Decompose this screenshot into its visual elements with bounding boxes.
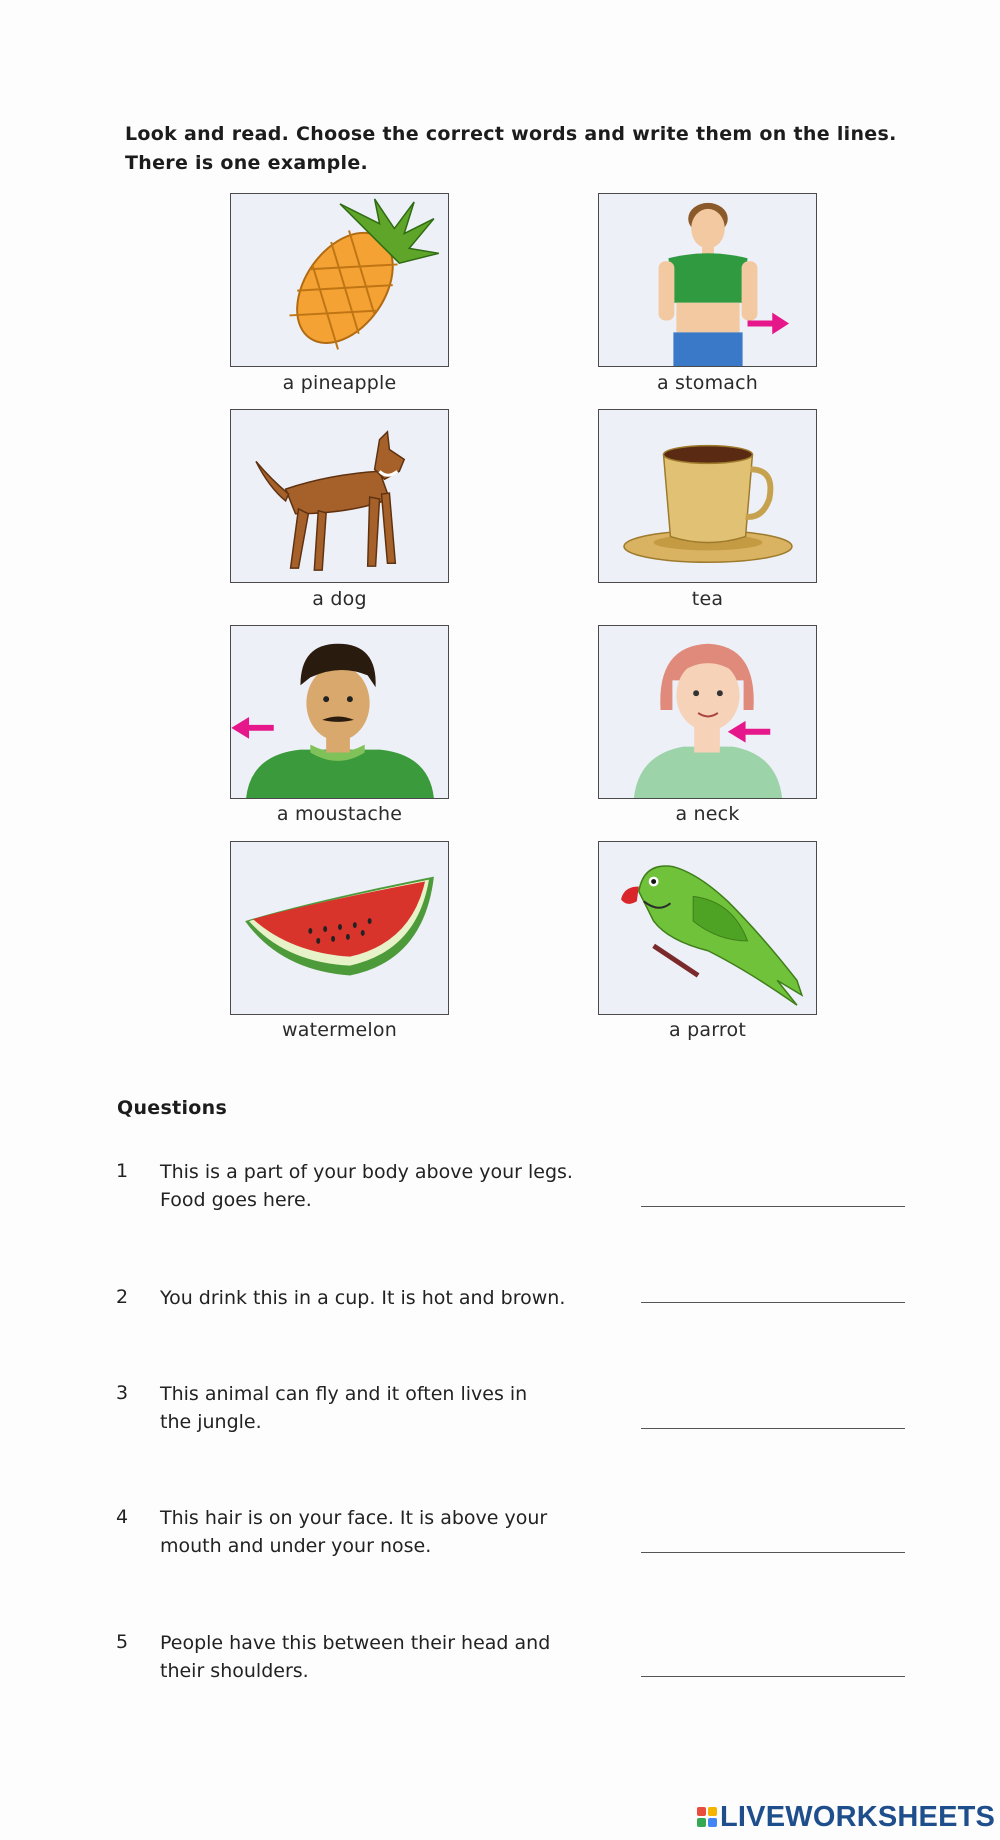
question-text bbox=[160, 1629, 590, 1685]
answer-line[interactable] bbox=[641, 1302, 905, 1303]
question-text-line-2: Food goes here. bbox=[160, 1189, 312, 1211]
question-text bbox=[160, 1380, 590, 1436]
caption-dog: a dog bbox=[312, 588, 367, 610]
logo-text: LIVEWORKSHEETS bbox=[720, 1800, 996, 1833]
moustache-icon bbox=[231, 626, 448, 798]
logo-mark-icon bbox=[697, 1807, 717, 1827]
picture-card-moustache bbox=[230, 625, 449, 799]
question-text-line-2: the jungle. bbox=[160, 1411, 262, 1433]
dog-icon bbox=[231, 410, 448, 582]
caption-parrot: a parrot bbox=[669, 1019, 746, 1041]
neck-icon bbox=[599, 626, 816, 798]
caption-pineapple: a pineapple bbox=[282, 372, 397, 394]
logo-square-icon bbox=[708, 1818, 717, 1827]
question-number: 5 bbox=[116, 1631, 129, 1653]
logo-square-icon bbox=[708, 1807, 717, 1816]
watermelon-icon bbox=[231, 842, 448, 1014]
liveworksheets-logo[interactable] bbox=[697, 1802, 995, 1832]
caption-moustache: a moustache bbox=[276, 803, 403, 825]
picture-card-parrot bbox=[598, 841, 817, 1015]
question-text bbox=[160, 1158, 590, 1214]
question-number: 4 bbox=[116, 1506, 129, 1528]
picture-card-neck bbox=[598, 625, 817, 799]
question-text-line-1: This hair is on your face. It is above your bbox=[160, 1507, 548, 1529]
question-text-line-1: People have this between their head and bbox=[160, 1632, 551, 1654]
picture-card-stomach bbox=[598, 193, 817, 367]
question-text-line-1: This is a part of your body above your legs. bbox=[160, 1161, 573, 1183]
question-text-line-1: This animal can fly and it often lives in bbox=[160, 1383, 528, 1405]
questions-title: Questions bbox=[117, 1097, 228, 1119]
caption-watermelon: watermelon bbox=[282, 1019, 397, 1041]
caption-stomach: a stomach bbox=[656, 372, 759, 394]
tea-icon bbox=[599, 410, 816, 582]
pineapple-icon bbox=[231, 194, 448, 366]
question-text-line-1: You drink this in a cup. It is hot and brown. bbox=[160, 1287, 566, 1309]
question-number: 3 bbox=[116, 1382, 129, 1404]
instructions-line-1: Look and read. Choose the correct words and write them on the lines. bbox=[125, 123, 897, 145]
answer-line[interactable] bbox=[641, 1428, 905, 1429]
logo-square-icon bbox=[697, 1807, 706, 1816]
question-text bbox=[160, 1284, 590, 1312]
caption-neck: a neck bbox=[675, 803, 740, 825]
answer-line[interactable] bbox=[641, 1676, 905, 1677]
question-text bbox=[160, 1504, 590, 1560]
answer-line[interactable] bbox=[641, 1552, 905, 1553]
stomach-icon bbox=[599, 194, 816, 366]
picture-card-tea bbox=[598, 409, 817, 583]
caption-tea: tea bbox=[691, 588, 724, 610]
parrot-icon bbox=[599, 842, 816, 1014]
answer-line[interactable] bbox=[641, 1206, 905, 1207]
instructions bbox=[125, 120, 925, 178]
picture-card-pineapple bbox=[230, 193, 449, 367]
picture-card-watermelon bbox=[230, 841, 449, 1015]
question-text-line-2: mouth and under your nose. bbox=[160, 1535, 432, 1557]
question-text-line-2: their shoulders. bbox=[160, 1660, 309, 1682]
logo-square-icon bbox=[697, 1818, 706, 1827]
picture-card-dog bbox=[230, 409, 449, 583]
question-number: 2 bbox=[116, 1286, 129, 1308]
question-number: 1 bbox=[116, 1160, 129, 1182]
instructions-line-2: There is one example. bbox=[125, 152, 369, 174]
